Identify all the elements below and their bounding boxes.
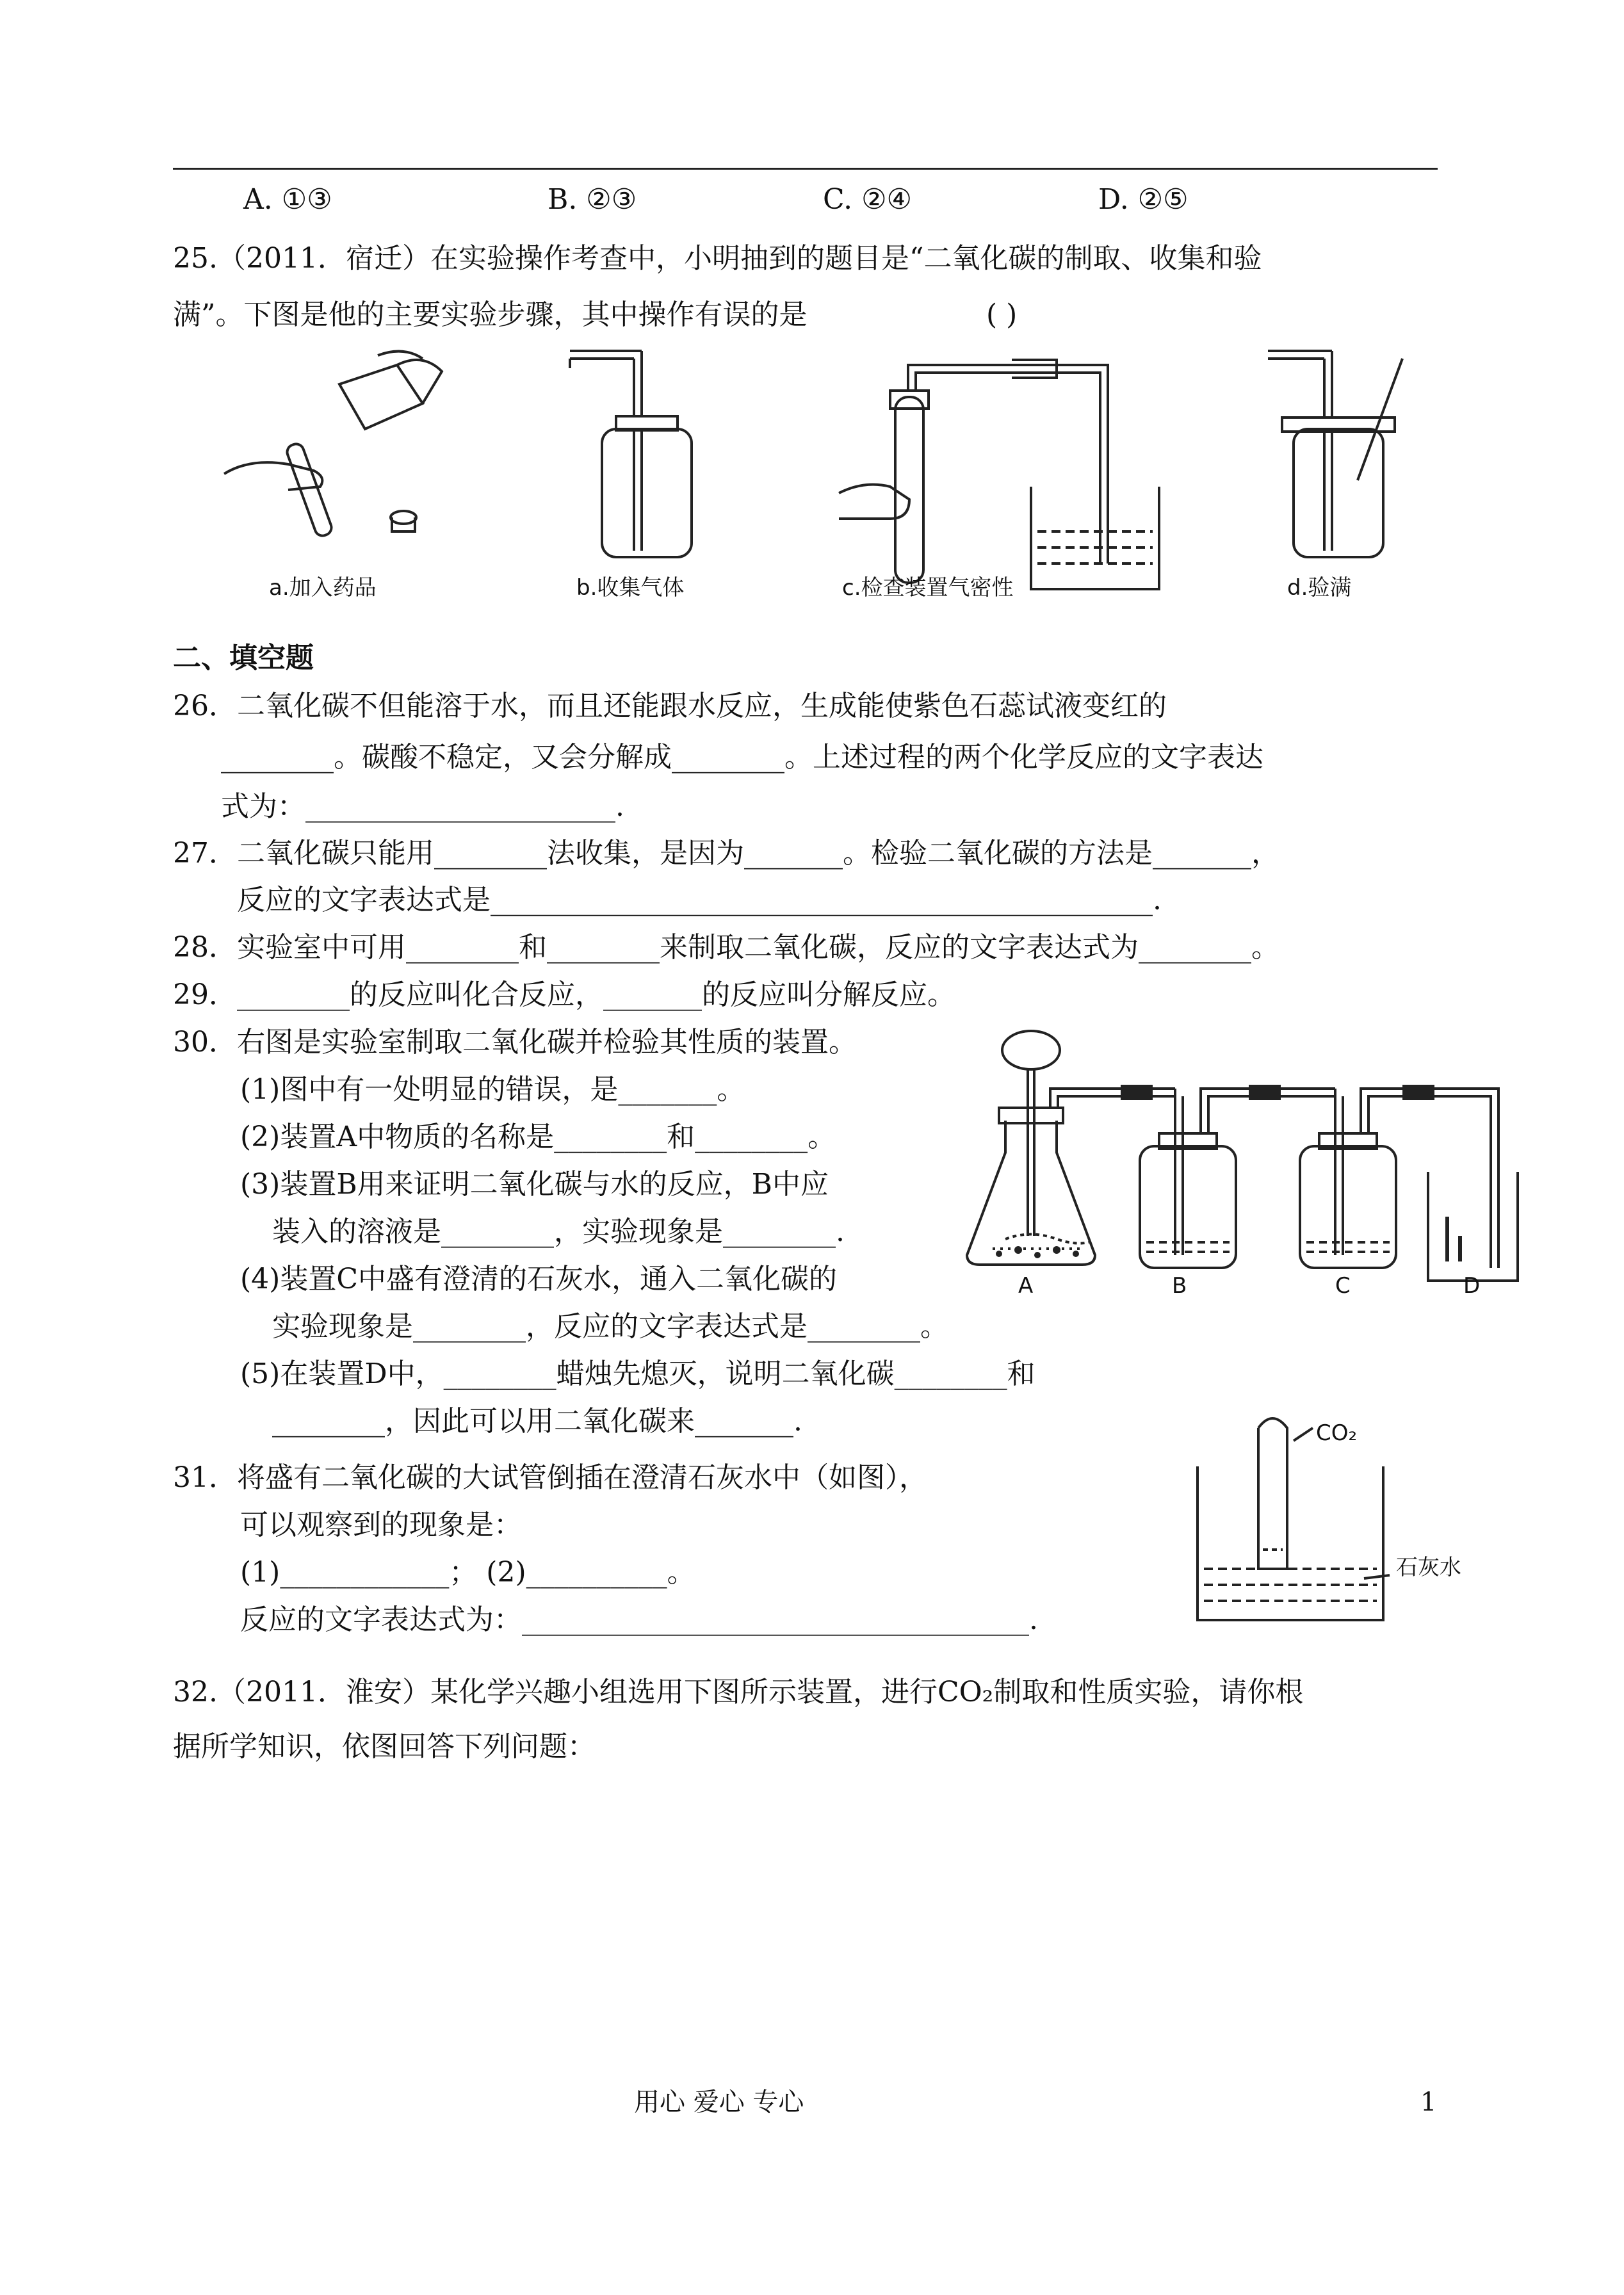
q25-line1: 25.（2011．宿迁）在实验操作考查中，小明抽到的题目是“二氧化碳的制取、收集和验 [173, 242, 1262, 275]
hand-icon-2 [839, 485, 909, 519]
q30-p3b: 装入的溶液是________，实验现象是________. [272, 1215, 845, 1248]
q30-p5b: ________，因此可以用二氧化碳来_______. [272, 1405, 802, 1438]
label-c: C [1335, 1273, 1351, 1299]
q26-line3: 式为：______________________. [221, 790, 624, 823]
caption-c: c.检查装置气密性 [842, 575, 1014, 601]
q27-line2: 反应的文字表达式是_______________________________________________. [237, 884, 1162, 916]
q28: 28．实验室中可用________和________来制取二氧化碳，反应的文字表达式为________。 [173, 931, 1279, 964]
q31-line3: (1)____________； (2)__________。 [240, 1556, 695, 1589]
q26-line2: ________。碳酸不稳定，又会分解成________。上述过程的两个化学反应的文字表达 [221, 741, 1263, 774]
caption-b: b.收集气体 [576, 575, 685, 601]
hand-icon [224, 462, 322, 490]
label-a: A [1018, 1273, 1034, 1299]
option-a: A. ①③ [243, 183, 332, 216]
q27-line1: 27．二氧化碳只能用________法收集，是因为_______。检验二氧化碳的方法是_______， [173, 837, 1279, 870]
footer-center: 用心 爱心 专心 [634, 2088, 804, 2117]
q30-p5a: (5)在装置D中，________蜡烛先熄灭，说明二氧化碳________和 [240, 1358, 1035, 1390]
q25-answer-paren: ( ) [986, 298, 1018, 331]
q29: 29．________的反应叫化合反应，_______的反应叫分解反应。 [173, 978, 955, 1011]
option-b: B. ②③ [548, 183, 637, 216]
q25-figures [211, 346, 1415, 615]
q30-p1: (1)图中有一处明显的错误，是_______。 [240, 1073, 745, 1106]
option-d: D. ②⑤ [1098, 183, 1189, 216]
q32-line2: 据所学知识，依图回答下列问题： [173, 1730, 596, 1763]
q30-p2: (2)装置A中物质的名称是________和________。 [240, 1121, 836, 1153]
header-rule [173, 168, 1438, 170]
q31-line1: 31．将盛有二氧化碳的大试管倒插在澄清石灰水中（如图）， [173, 1461, 927, 1494]
page-number: 1 [1420, 2088, 1437, 2117]
q26-line1: 26．二氧化碳不但能溶于水，而且还能跟水反应，生成能使紫色石蕊试液变红的 [173, 690, 1167, 722]
q30-p3a: (3)装置B用来证明二氧化碳与水的反应，B中应 [240, 1168, 829, 1201]
q30-p4b: 实验现象是________，反应的文字表达式是________。 [272, 1310, 948, 1343]
q31-line4: 反应的文字表达式为：____________________________________. [240, 1603, 1038, 1636]
label-d: D [1463, 1273, 1481, 1299]
q31-line2: 可以观察到的现象是： [240, 1509, 522, 1541]
caption-d: d.验满 [1287, 575, 1352, 601]
label-b: B [1172, 1273, 1187, 1299]
q30-p4a: (4)装置C中盛有澄清的石灰水，通入二氧化碳的 [240, 1263, 837, 1295]
label-co2: CO₂ [1316, 1420, 1358, 1446]
q30-line1: 30．右图是实验室制取二氧化碳并检验其性质的装置。 [173, 1026, 857, 1058]
caption-a: a.加入药品 [269, 575, 377, 601]
section-title: 二、填空题 [173, 642, 314, 674]
q30-apparatus [954, 1025, 1531, 1306]
label-limewater: 石灰水 [1396, 1555, 1461, 1580]
q32-line1: 32.（2011．淮安）某化学兴趣小组选用下图所示装置，进行CO₂制取和性质实验，请你根 [173, 1676, 1304, 1708]
q25-line2: 满”。下图是他的主要实验步骤，其中操作有误的是 [173, 298, 808, 331]
option-c: C. ②④ [823, 183, 912, 216]
